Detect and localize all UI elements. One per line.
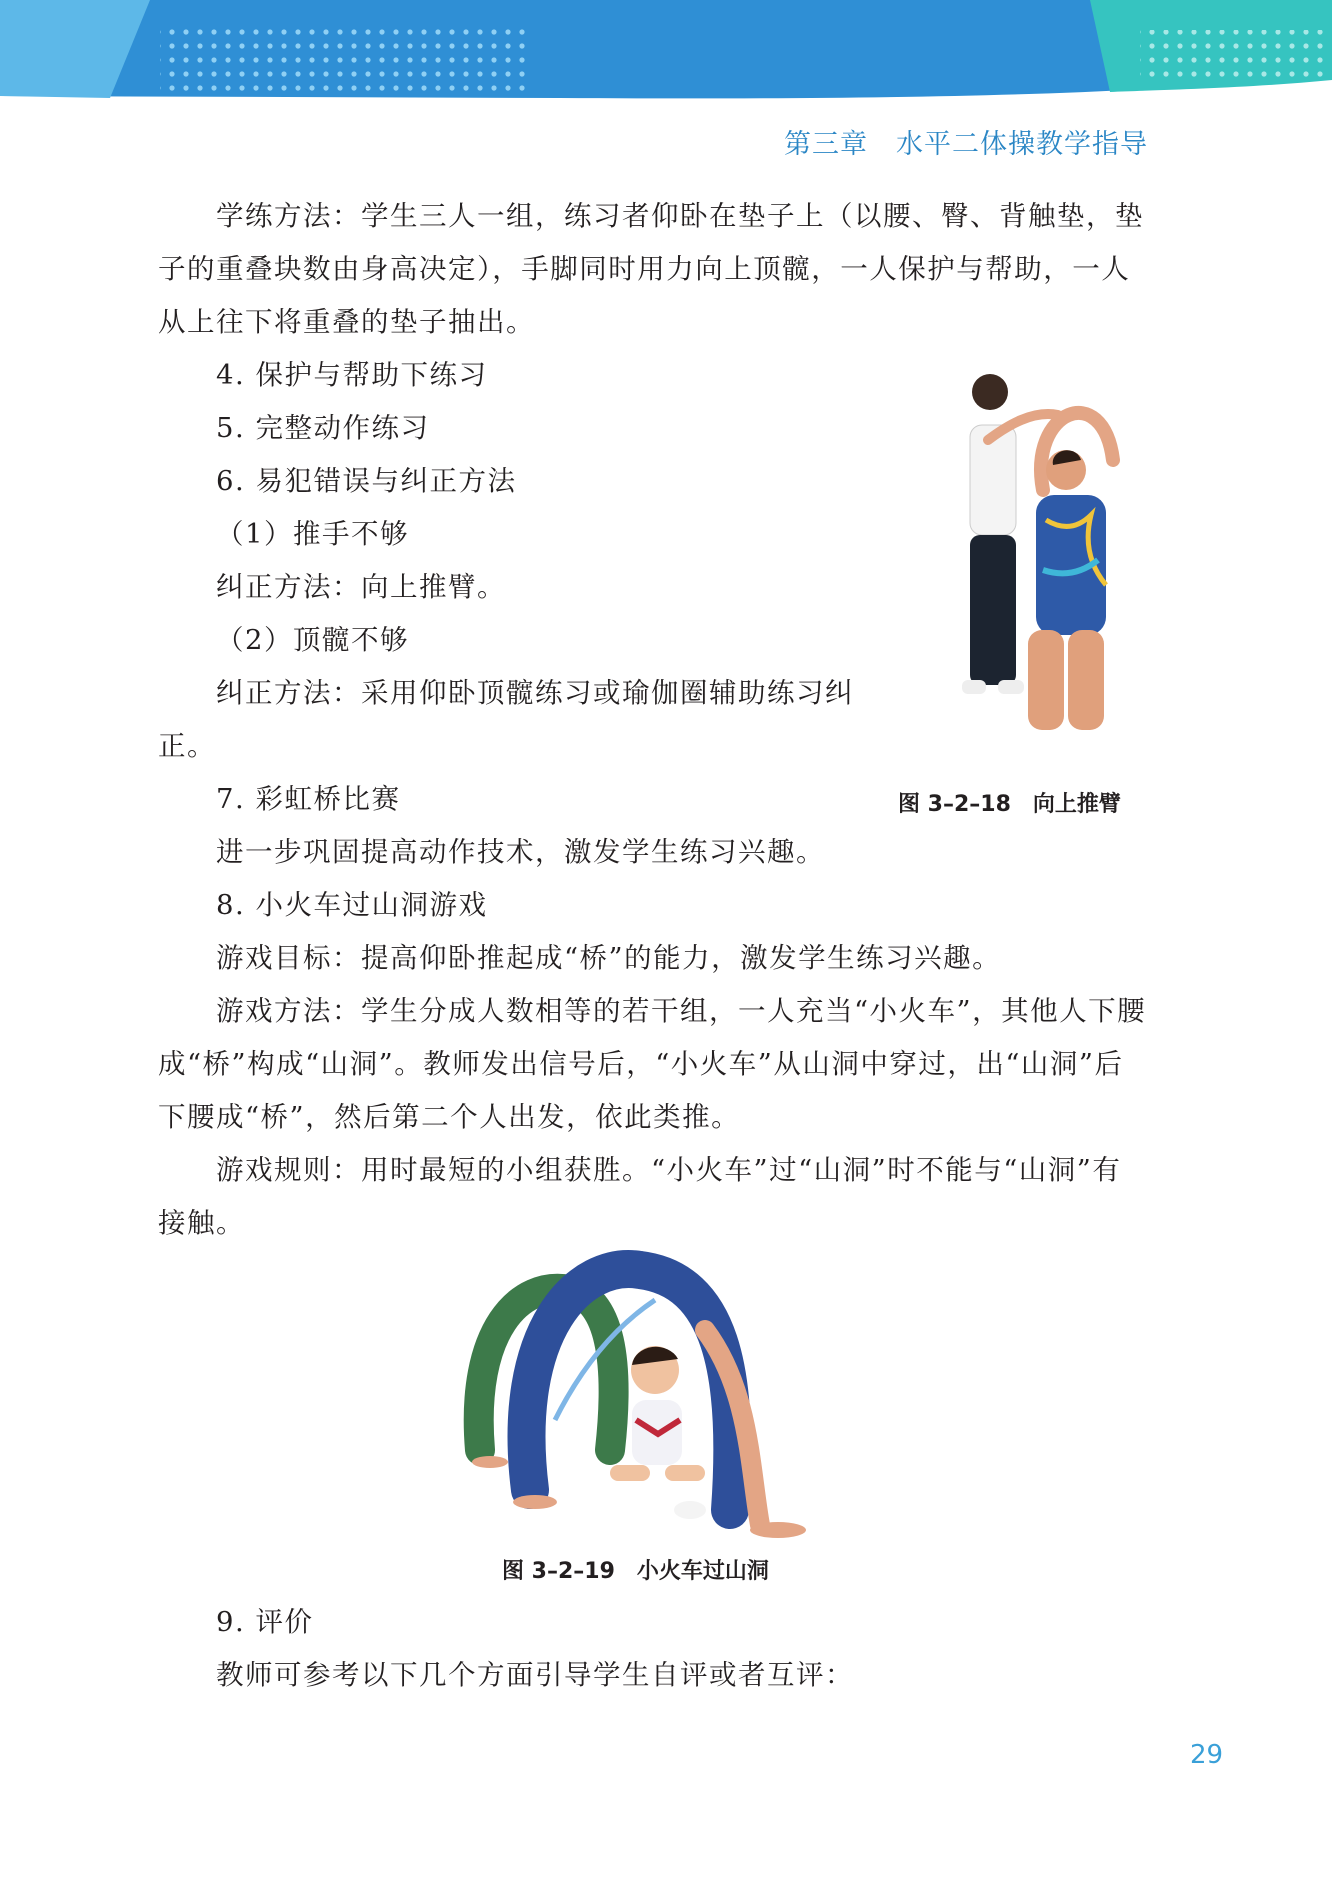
sub-heading: （1）推手不够 [216, 518, 409, 550]
paragraph: 教师可参考以下几个方面引导学生自评或者互评： [216, 1659, 854, 1691]
figure-caption: 图 3–2–18 向上推臂 [898, 792, 1121, 817]
figure-caption: 图 3–2–19 小火车过山洞 [502, 1559, 769, 1584]
paragraph: 游戏目标：提高仰卧推起成“桥”的能力，激发学生练习兴趣。 [216, 942, 1002, 974]
paragraph: 进一步巩固提高动作技术，激发学生练习兴趣。 [216, 836, 825, 868]
paragraph: 纠正方法：向上推臂。 [216, 571, 506, 603]
sub-heading: （2）顶髋不够 [216, 624, 409, 656]
step-heading: 8. 小火车过山洞游戏 [216, 889, 488, 921]
figure-push-arms-photo [918, 370, 1138, 765]
paragraph: 游戏规则：用时最短的小组获胜。“小火车”过“山洞”时不能与“山洞”有接触。 [158, 1154, 1122, 1239]
chapter-title: 第三章 水平二体操教学指导 [784, 129, 1148, 160]
figure-train-tunnel-photo [460, 1240, 840, 1545]
step-heading: 4. 保护与帮助下练习 [216, 359, 488, 391]
paragraph: 游戏方法：学生分成人数相等的若干组，一人充当“小火车”，其他人下腰成“桥”构成“山洞”。教师发出信号后，“小火车”从山洞中穿过，出“山洞”后下腰成“桥”，然后第二个人出发，依此类推。 [158, 995, 1147, 1133]
step-heading: 7. 彩虹桥比赛 [216, 783, 401, 815]
paragraph: 学练方法：学生三人一组，练习者仰卧在垫子上（以腰、臀、背触垫，垫子的重叠块数由身高决定），手脚同时用力向上顶髋，一人保护与帮助，一人从上往下将重叠的垫子抽出。 [158, 200, 1144, 338]
step-heading: 6. 易犯错误与纠正方法 [216, 465, 517, 497]
header-banner [0, 0, 1332, 135]
body-text-continued [158, 1596, 1148, 1702]
step-heading: 9. 评价 [216, 1606, 314, 1638]
page-number: 29 [1190, 1740, 1224, 1770]
paragraph: 纠正方法：采用仰卧顶髋练习或瑜伽圈辅助练习纠正。 [158, 677, 854, 762]
step-heading: 5. 完整动作练习 [216, 412, 430, 444]
